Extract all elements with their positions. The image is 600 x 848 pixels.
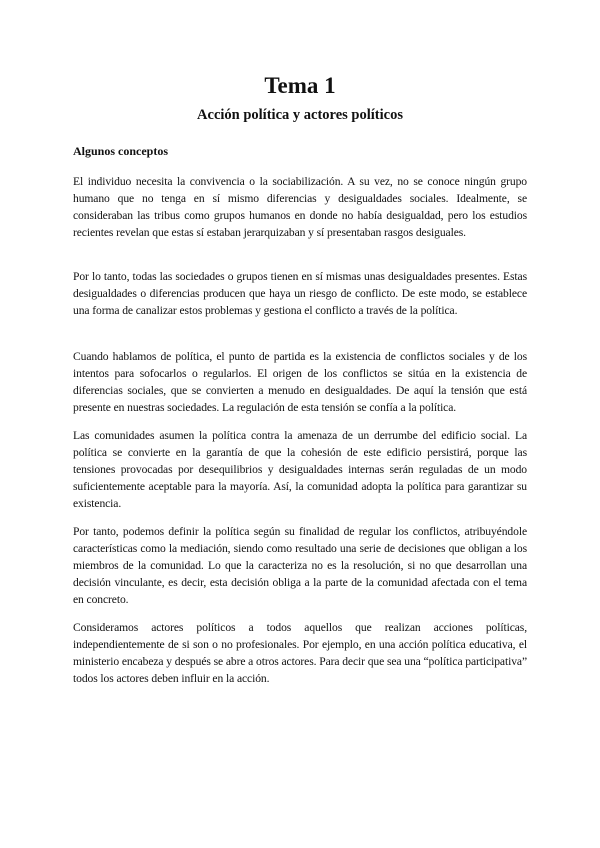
paragraph-4: Las comunidades asumen la política contra la amenaza de un derrumbe del edificio social. La política se convierte en la garantía de que la cohesión de este edificio persistirá, porque las tensiones provocadas por desequilibrios y desigualdades internas serán reguladas de un modo suficientemente aceptable para la mayoría. Así, la comunidad adopta la política para garantizar su existencia. xyxy=(73,429,527,510)
paragraph-2: Por lo tanto, todas las sociedades o grupos tienen en sí mismas unas desigualdades presentes. Estas desigualdades o diferencias producen que haya un riesgo de conflicto. De este modo, se establece una forma de canalizar estos problemas y gestiona el conflicto a través de la política. xyxy=(73,270,527,317)
paragraph-3: Cuando hablamos de política, el punto de partida es la existencia de conflictos sociales y de los intentos para sofocarlos o regularlos. El origen de los conflictos se sitúa en la existencia de diferencias sociales, que se convierten a menudo en desigualdades. De aquí la tensión que está presente en nuestras sociedades. La regulación de esta tensión se confía a la política. xyxy=(73,350,527,414)
section-heading: Algunos conceptos xyxy=(73,144,169,158)
page-title: Tema 1 xyxy=(264,73,336,98)
paragraph-6: Consideramos actores políticos a todos aquellos que realizan acciones políticas, independientemente de si son o no profesionales. Por ejemplo, en una acción política educativa, el ministerio encabeza y después se abre a otros actores. Para decir que sea una “política participativa” todos los actores deben influir en la acción. xyxy=(73,621,527,685)
page-subtitle: Acción política y actores políticos xyxy=(197,107,403,123)
paragraph-1: El individuo necesita la convivencia o la sociabilización. A su vez, no se conoce ningún grupo humano que no tenga en sí mismo diferencias y desigualdades sociales. Idealmente, se consideraban las tribus como grupos humanos en donde no había desigualdad, pero los estudios recientes revelan que estas sí estaban jerarquizaban y sí presentaban rasgos desiguales. xyxy=(73,175,527,239)
paragraph-5: Por tanto, podemos definir la política según su finalidad de regular los conflictos, atribuyéndole características como la mediación, siendo como resultado una serie de decisiones que obligan a los miembros de la comunidad. Lo que la caracteriza no es la resolución, si no que desarrollan una decisión vinculante, es decir, esta decisión obliga a la parte de la comunidad afectada con el tema en concreto. xyxy=(73,525,527,606)
